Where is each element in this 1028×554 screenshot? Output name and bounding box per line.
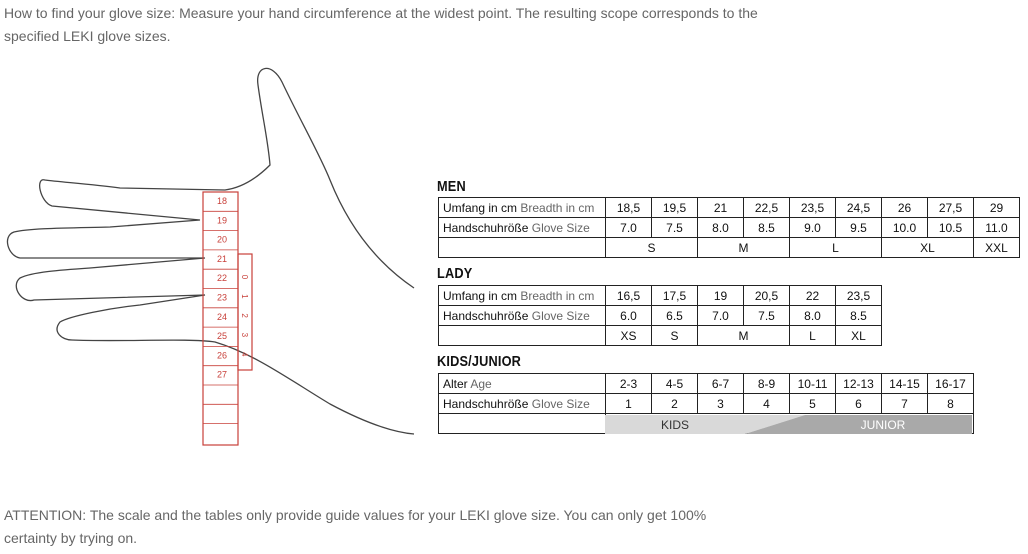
kids-age-cell: 16-17: [928, 374, 974, 394]
lady-glove-cell: 7.0: [698, 306, 744, 326]
kids-age-cell: 14-15: [882, 374, 928, 394]
lady-breadth-cell: 17,5: [652, 286, 698, 306]
men-size-cell: L: [790, 238, 882, 258]
men-breadth-label: Umfang in cm Breadth in cm: [439, 198, 606, 218]
lady-size-cell: L: [790, 326, 836, 346]
men-breadth-cell: 18,5: [606, 198, 652, 218]
lady-size-cell: XL: [836, 326, 882, 346]
men-glove-cell: 9.5: [836, 218, 882, 238]
men-glove-cell: 11.0: [974, 218, 1020, 238]
tape-mark-label: 18: [216, 196, 228, 206]
junior-band-label: JUNIOR: [860, 418, 906, 432]
men-table: [438, 197, 1020, 258]
men-breadth-cell: 21: [698, 198, 744, 218]
hand-illustration: [0, 60, 430, 450]
men-glove-cell: 9.0: [790, 218, 836, 238]
men-size-cell: XXL: [974, 238, 1020, 258]
lady-table: [438, 285, 882, 346]
men-breadth-cell: 27,5: [928, 198, 974, 218]
men-size-cell: M: [698, 238, 790, 258]
lady-breadth-cell: 23,5: [836, 286, 882, 306]
men-size-cell: XL: [882, 238, 974, 258]
kids-glove-cell: 2: [652, 394, 698, 414]
men-breadth-cell: 26: [882, 198, 928, 218]
kids-age-cell: 8-9: [744, 374, 790, 394]
tape-side-mark: 0: [240, 274, 249, 280]
lady-breadth-label: Umfang in cm Breadth in cm: [439, 286, 606, 306]
men-glove-row: [439, 218, 1020, 238]
lady-glove-cell: 6.5: [652, 306, 698, 326]
kids-age-row: [439, 374, 974, 394]
men-breadth-cell: 22,5: [744, 198, 790, 218]
tape-mark-label: 19: [216, 215, 228, 226]
tape-side-mark: 2: [240, 313, 249, 318]
kids-glove-cell: 7: [882, 394, 928, 414]
kids-age-cell: 4-5: [652, 374, 698, 394]
men-size-cell: S: [606, 238, 698, 258]
lady-breadth-cell: 19: [698, 286, 744, 306]
men-breadth-cell: 19,5: [652, 198, 698, 218]
lady-glove-row: [439, 306, 882, 326]
kids-glove-cell: 6: [836, 394, 882, 414]
men-glove-cell: 8.0: [698, 218, 744, 238]
kids-title: KIDS/JUNIOR: [437, 353, 522, 370]
men-size-empty: [439, 238, 606, 258]
kids-junior-band: [605, 415, 972, 434]
lady-size-cell: S: [652, 326, 698, 346]
lady-size-cell: XS: [606, 326, 652, 346]
kids-band-label: KIDS: [660, 418, 690, 432]
kids-age-cell: 6-7: [698, 374, 744, 394]
lady-breadth-cell: 20,5: [744, 286, 790, 306]
lady-breadth-cell: 22: [790, 286, 836, 306]
kids-age-cell: 10-11: [790, 374, 836, 394]
men-glove-cell: 8.5: [744, 218, 790, 238]
lady-size-cell: M: [698, 326, 790, 346]
lady-glove-cell: 6.0: [606, 306, 652, 326]
tape-mark-label: 25: [216, 331, 228, 342]
men-breadth-cell: 29: [974, 198, 1020, 218]
hand-outline: [7, 68, 414, 434]
lady-title: LADY: [437, 265, 473, 282]
kids-age-label: Alter Age: [439, 374, 606, 394]
men-size-row: [439, 238, 1020, 258]
kids-glove-row: [439, 394, 974, 414]
kids-band-empty: [439, 414, 606, 434]
tape-mark-label: 26: [216, 350, 228, 361]
men-glove-cell: 7.5: [652, 218, 698, 238]
men-breadth-cell: 24,5: [836, 198, 882, 218]
tape-mark-label: 24: [216, 311, 228, 322]
tape-side-mark: 1: [240, 294, 249, 299]
kids-glove-cell: 1: [606, 394, 652, 414]
men-glove-label: Handschuhröße Glove Size: [439, 218, 606, 238]
kids-age-cell: 12-13: [836, 374, 882, 394]
tape-mark-label: 21: [216, 253, 228, 264]
tape-side-mark: 4: [240, 351, 249, 357]
lady-glove-cell: 8.0: [790, 306, 836, 326]
men-breadth-cell: 23,5: [790, 198, 836, 218]
lady-glove-cell: 8.5: [836, 306, 882, 326]
lady-breadth-row: [439, 286, 882, 306]
intro-text: How to find your glove size: Measure your hand circumference at the widest point. The resulting scope corresponds to the specified LEKI glove sizes.: [4, 5, 758, 44]
tape-mark-label: 22: [216, 273, 228, 284]
lady-size-empty: [439, 326, 606, 346]
tape-mark-label: 20: [216, 234, 228, 245]
kids-glove-cell: 3: [698, 394, 744, 414]
kids-glove-label: Handschuhröße Glove Size: [439, 394, 606, 414]
men-glove-cell: 10.0: [882, 218, 928, 238]
measuring-tape: [203, 192, 252, 445]
men-breadth-row: [439, 198, 1020, 218]
lady-glove-cell: 7.5: [744, 306, 790, 326]
men-glove-cell: 10.5: [928, 218, 974, 238]
kids-glove-cell: 5: [790, 394, 836, 414]
attention-text: ATTENTION: The scale and the tables only provide guide values for your LEKI glove size. You can only get 100% certainty by trying on.: [4, 507, 707, 546]
kids-glove-cell: 8: [928, 394, 974, 414]
kids-glove-cell: 4: [744, 394, 790, 414]
lady-breadth-cell: 16,5: [606, 286, 652, 306]
tape-side-mark: 3: [240, 332, 249, 338]
men-glove-cell: 7.0: [606, 218, 652, 238]
kids-age-cell: 2-3: [606, 374, 652, 394]
tape-mark-label: 23: [216, 292, 228, 303]
men-title: MEN: [437, 178, 466, 195]
lady-size-row: [439, 326, 882, 346]
lady-glove-label: Handschuhröße Glove Size: [439, 306, 606, 326]
tape-mark-label: 27: [216, 369, 228, 380]
